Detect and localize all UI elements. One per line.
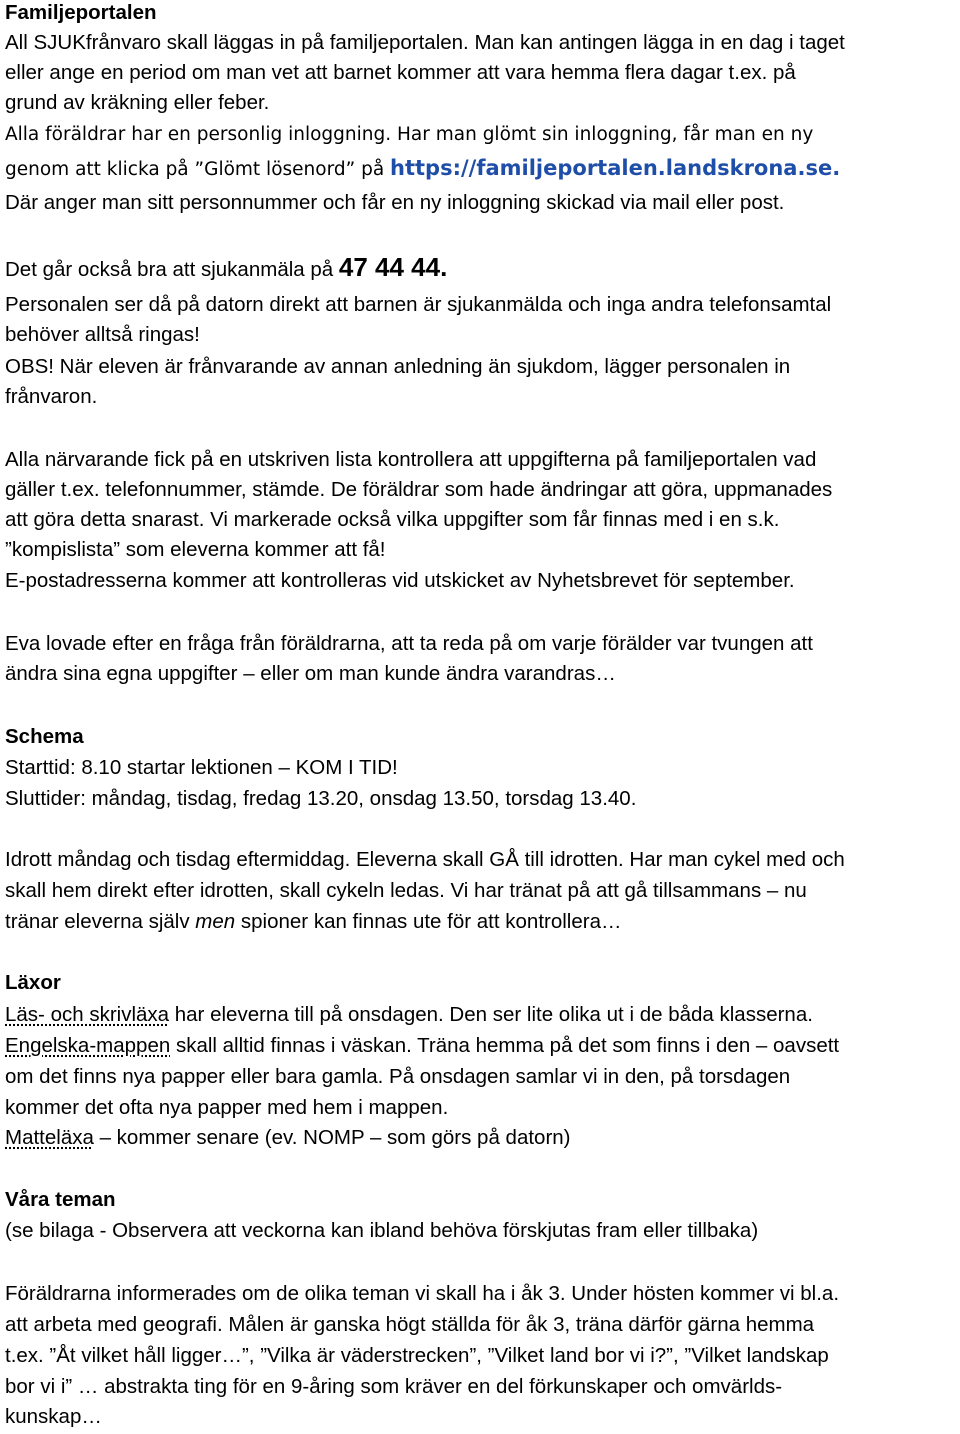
paragraph-line: Sluttider: måndag, tisdag, fredag 13.20, onsdag 13.50, torsdag 13.40. [5,787,637,810]
paragraph-line: ändra sina egna uppgifter – eller om man kunde ändra varandras… [5,662,616,685]
paragraph-line: om det finns nya papper eller bara gamla. På onsdagen samlar vi in den, på torsdagen [5,1065,791,1088]
link-period: . [832,156,841,180]
paragraph-line: skall hem direkt efter idrotten, skall cykeln ledas. Vi har tränat på att gå tillsammans – nu [5,879,807,902]
paragraph-line [5,254,447,283]
heading-familjeportalen: Familjeportalen [5,1,157,24]
paragraph-line: att göra detta snarast. Vi markerade också vilka uppgifter som får finnas med i en s.k. [5,508,780,531]
paragraph-line: grund av kräkning eller feber. [5,91,270,114]
paragraph-line [5,909,621,935]
paragraph-line: kommer det ofta nya papper med hem i mappen. [5,1096,449,1119]
paragraph-line: Alla närvarande fick på en utskriven lista kontrollera att uppgifterna på familjeportalen vad [5,448,817,471]
paragraph-line: att arbeta med geografi. Målen är ganska högt ställda för åk 3, träna därför gärna hemma [5,1313,815,1336]
paragraph-line: Starttid: 8.10 startar lektionen – KOM I TID! [5,756,398,779]
emphasis-men: men [195,910,236,933]
phone-number: 47 44 44. [338,252,448,282]
paragraph-line: Eva lovade efter en fråga från föräldrarna, att ta reda på om varje förälder var tvungen att [5,632,813,655]
login-instruction-text: genom att klicka på ”Glömt lösenord” på [5,159,391,180]
paragraph-line: bor vi i” … abstrakta ting för en 9-åring som kräver en del förkunskaper och omvärlds- [5,1375,783,1398]
paragraph-line: All SJUKfrånvaro skall läggas in på familjeportalen. Man kan antingen lägga in en dag i taget [5,31,845,54]
paragraph-line: OBS! När eleven är frånvarande av annan anledning än sjukdom, lägger personalen in [5,355,791,378]
paragraph-line: frånvaron. [5,385,98,408]
paragraph-line: t.ex. ”Åt vilket håll ligger…”, ”Vilka är väderstrecken”, ”Vilket land bor vi i?”, ”Vilket landskap [5,1344,829,1367]
familjeportalen-link[interactable]: https://familjeportalen.landskrona.se [390,156,833,180]
term-mattelaxa: Matteläxa [5,1126,94,1149]
paragraph-line: behöver alltså ringas! [5,323,200,346]
paragraph-line: (se bilaga - Observera att veckorna kan ibland behöva förskjutas fram eller tillbaka) [5,1219,759,1242]
term-las-och-skrivlaxa: Läs- och skrivläxa [5,1003,170,1026]
heading-laxor: Läxor [5,971,61,994]
paragraph-line: Föräldrarna informerades om de olika teman vi skall ha i åk 3. Under hösten kommer vi bl.a. [5,1282,840,1305]
paragraph-line: E-postadresserna kommer att kontrolleras vid utskicket av Nyhetsbrevet för september. [5,569,795,592]
paragraph-line [5,1033,839,1059]
laxor-text: har eleverna till på onsdagen. Den ser lite olika ut i de båda klasserna. [169,1003,813,1026]
term-engelska-mappen: Engelska-mappen [5,1034,171,1057]
paragraph-line: gäller t.ex. telefonnummer, stämde. De föräldrar som hade ändringar att göra, uppmanades [5,478,833,501]
paragraph-line: eller ange en period om man vet att barnet kommer att vara hemma flera dagar t.ex. på [5,61,796,84]
paragraph-line: Personalen ser då på datorn direkt att barnen är sjukanmälda och inga andra telefonsamtal [5,293,832,316]
paragraph-line: kunskap… [5,1405,102,1428]
laxor-text: – kommer senare (ev. NOMP – som görs på datorn) [93,1126,571,1149]
heading-vara-teman: Våra teman [5,1188,116,1211]
idrott-text: tränar eleverna själv [5,910,196,933]
paragraph-line [5,1002,813,1028]
paragraph-line: Idrott måndag och tisdag eftermiddag. Eleverna skall GÅ till idrotten. Har man cykel med och [5,848,845,871]
idrott-text: spioner kan finnas ute för att kontrollera… [235,910,622,933]
paragraph-line: Alla föräldrar har en personlig inloggning. Har man glömt sin inloggning, får man en ny [5,124,814,145]
paragraph-line [5,155,840,183]
paragraph-line [5,1125,571,1151]
heading-schema: Schema [5,725,84,748]
paragraph-line: Där anger man sitt personnummer och får en ny inloggning skickad via mail eller post. [5,191,785,214]
paragraph-line: ”kompislista” som eleverna kommer att få! [5,538,386,561]
laxor-text: skall alltid finnas i väskan. Träna hemma på det som finns i den – oavsett [170,1034,840,1057]
phone-intro-text: Det går också bra att sjukanmäla på [5,258,339,281]
